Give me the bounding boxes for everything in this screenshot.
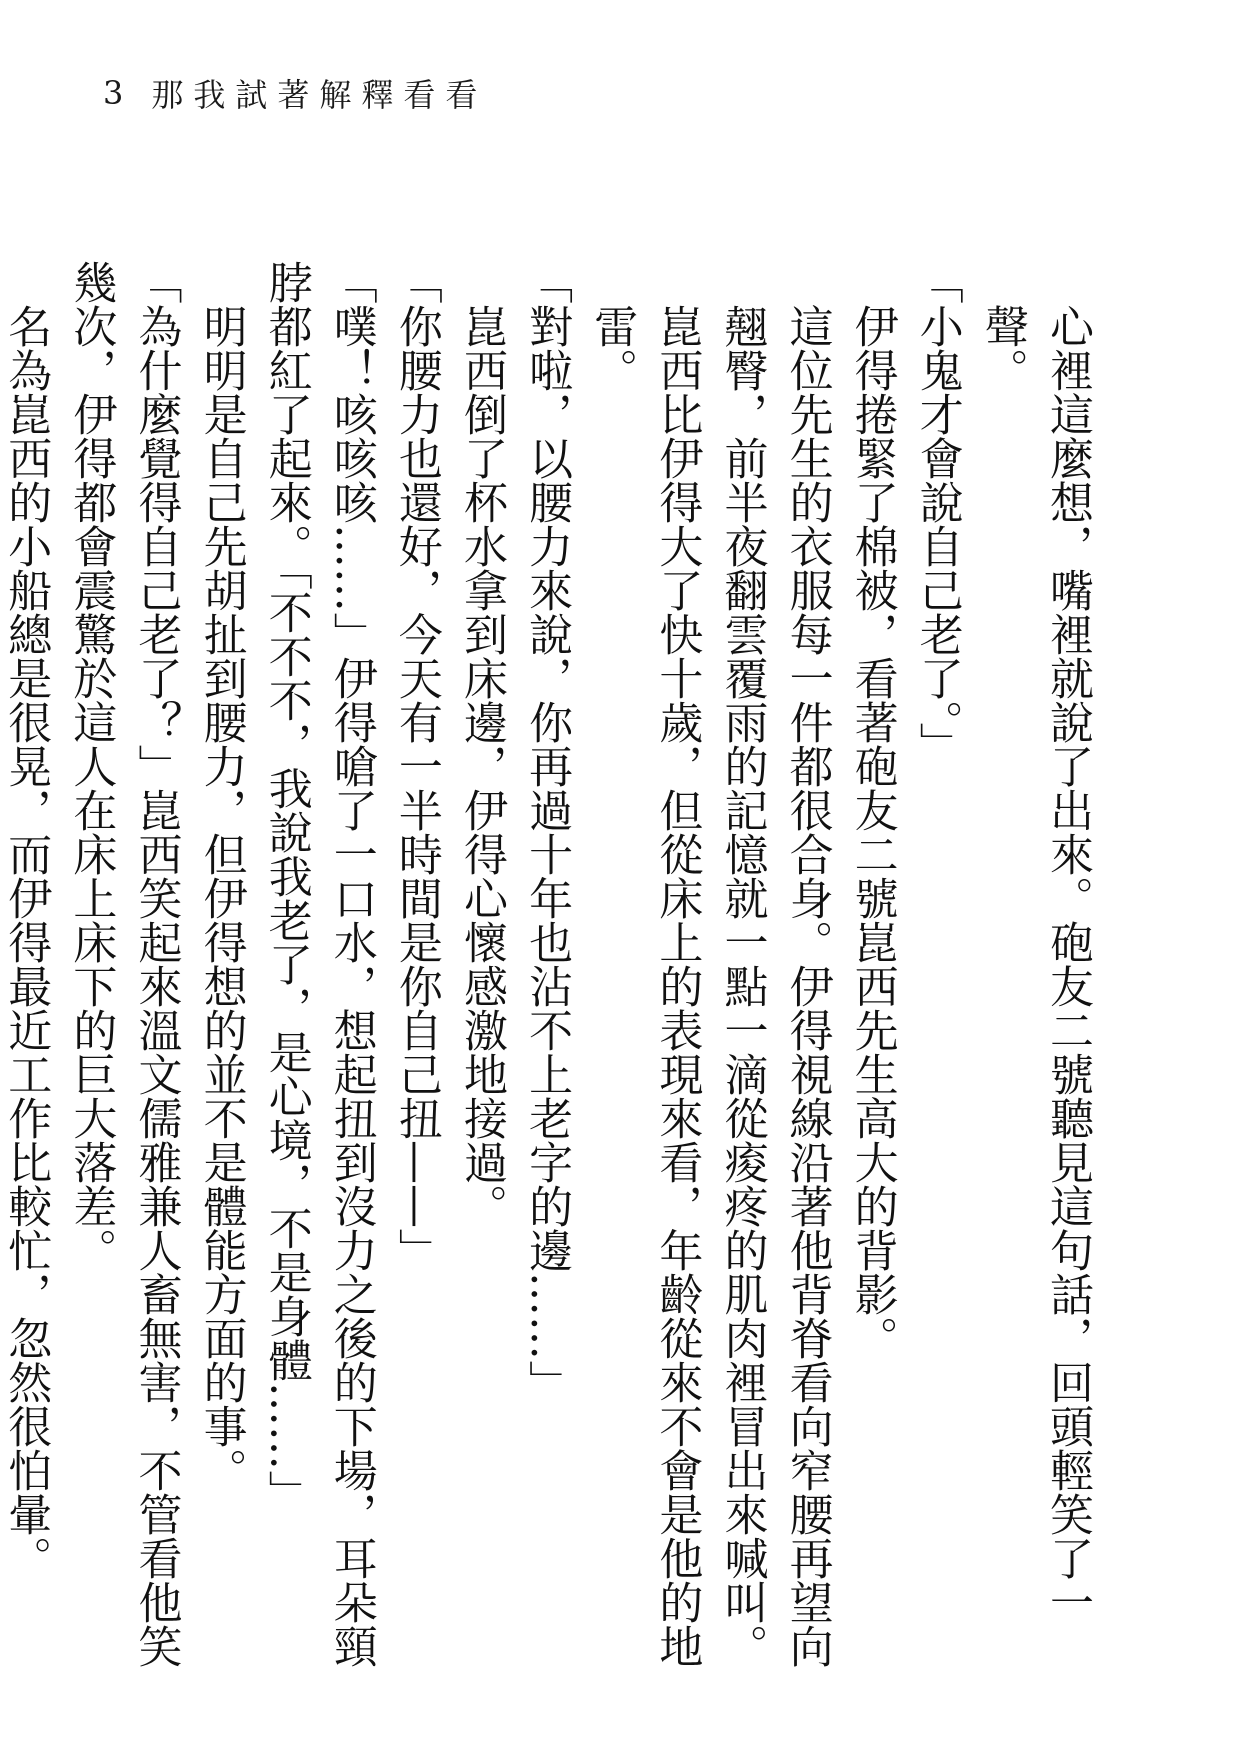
paragraph: 「小鬼才會說自己老了。」 xyxy=(911,260,963,766)
paragraph: 崑西比伊得大了快十歲，但從床上的表現來看，年齡從來不會是他的地雷。 xyxy=(586,304,703,1668)
paragraph: 心裡這麼想，嘴裡就說了出來。砲友二號聽見這句話，回頭輕笑了一聲。 xyxy=(976,304,1093,1624)
paragraph: 「對啦，以腰力來說，你再過十年也沾不上老字的邊……」 xyxy=(521,260,573,1404)
paragraph: 「為什麼覺得自己老了？」崑西笑起來溫文儒雅兼人畜無害，不管看他笑幾次，伊得都會震驚於這人在床上床下的巨大落差。 xyxy=(65,260,182,1668)
paragraph: 崑西倒了杯水拿到床邊，伊得心懷感激地接過。 xyxy=(456,304,508,1228)
paragraph: 「噗！咳咳咳……」伊得嗆了一口水，想起扭到沒力之後的下場，耳朵頸脖都紅了起來。「不不不，我說我老了，是心境，不是身體……」 xyxy=(260,260,377,1668)
paragraph: 名為崑西的小船總是很晃，而伊得最近工作比較忙，忽然很怕暈。 xyxy=(0,304,52,1580)
paragraph: 這位先生的衣服每一件都很合身。伊得視線沿著他背脊看向窄腰再望向翹臀，前半夜翻雲覆雨的記憶就一點一滴從痠疼的肌肉裡冒出來喊叫。 xyxy=(716,304,833,1668)
body-text xyxy=(0,260,1100,1700)
page-number: 3 xyxy=(103,74,124,112)
paragraph: 明明是自己先胡扯到腰力，但伊得想的並不是體能方面的事。 xyxy=(195,304,247,1492)
paragraph: 伊得捲緊了棉被，看著砲友二號崑西先生高大的背影。 xyxy=(846,304,898,1360)
chapter-title: 那我試著解釋看看 xyxy=(151,76,488,114)
page-header xyxy=(103,68,487,118)
paragraph: 「你腰力也還好，今天有一半時間是你自己扭——」 xyxy=(390,260,442,1272)
